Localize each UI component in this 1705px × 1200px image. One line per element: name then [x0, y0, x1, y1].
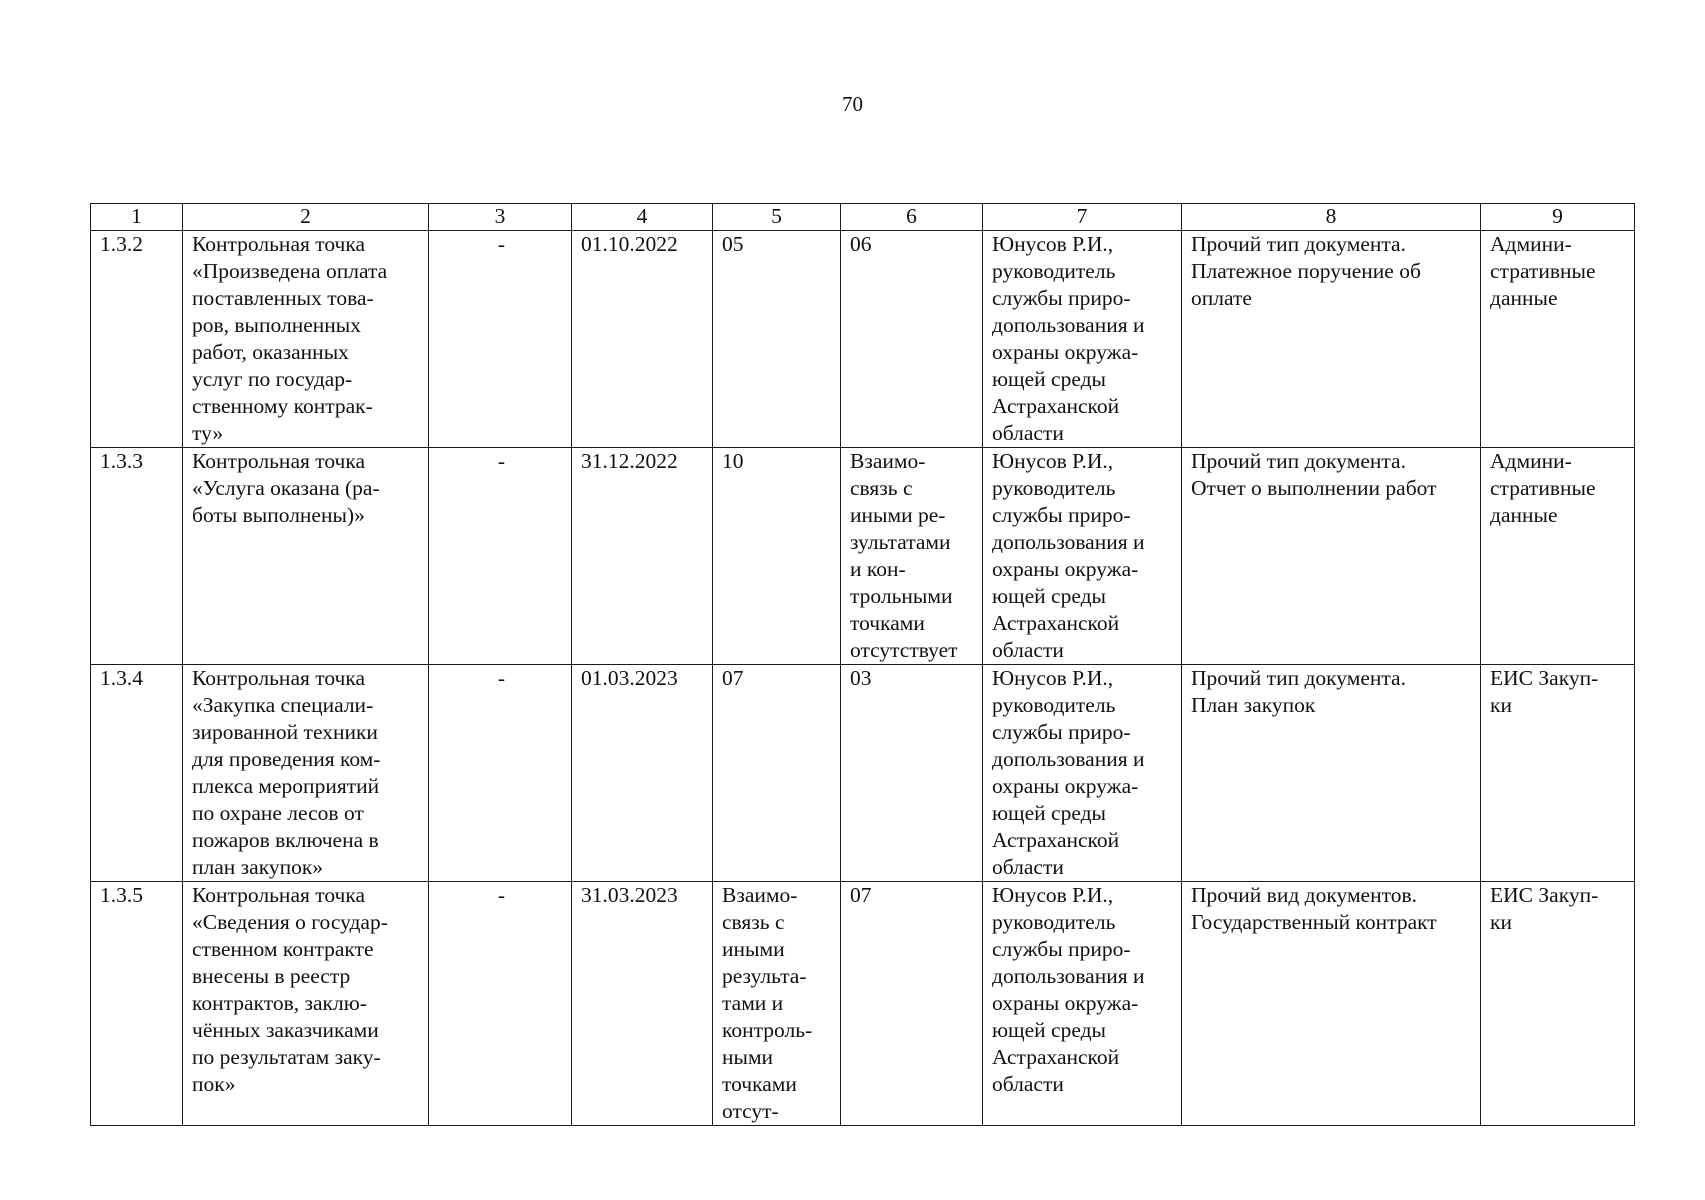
- information-source: ЕИС Закуп- ки: [1481, 882, 1635, 1126]
- deadline-date: 31.03.2023: [572, 882, 713, 1126]
- column-3-value: -: [429, 882, 572, 1126]
- responsible-person: Юнусов Р.И., руководитель службы приро- допользования и охраны окружа- ющей среды Астраханской области: [983, 231, 1182, 448]
- column-header: 8: [1182, 204, 1481, 231]
- control-point-name: Контрольная точка «Закупка специали- зированной техники для проведения ком- плекса мероприятий по охране лесов от пожаров включена в план закупок»: [183, 665, 429, 882]
- column-header: 2: [183, 204, 429, 231]
- column-3-value: -: [429, 665, 572, 882]
- control-points-table: [90, 203, 1635, 1126]
- deadline-date: 01.10.2022: [572, 231, 713, 448]
- responsible-person: Юнусов Р.И., руководитель службы приро- допользования и охраны окружа- ющей среды Астраханской области: [983, 882, 1182, 1126]
- column-3-value: -: [429, 448, 572, 665]
- column-5-value: 07: [713, 665, 841, 882]
- column-header: 5: [713, 204, 841, 231]
- document-type: Прочий тип документа. Отчет о выполнении работ: [1182, 448, 1481, 665]
- header-row: [91, 204, 1635, 231]
- responsible-person: Юнусов Р.И., руководитель службы приро- допользования и охраны окружа- ющей среды Астраханской области: [983, 665, 1182, 882]
- table-row: [91, 448, 1635, 665]
- table-row: [91, 231, 1635, 448]
- column-6-value: 03: [841, 665, 983, 882]
- column-6-value: Взаимо- связь с иными ре- зультатами и кон- трольными точками отсутствует: [841, 448, 983, 665]
- control-point-name: Контрольная точка «Услуга оказана (ра- боты выполнены)»: [183, 448, 429, 665]
- column-header: 7: [983, 204, 1182, 231]
- control-point-name: Контрольная точка «Сведения о государ- ственном контракте внесены в реестр контрактов, заклю- чённых заказчиками по результатам заку- пок»: [183, 882, 429, 1126]
- column-header: 1: [91, 204, 183, 231]
- column-header: 6: [841, 204, 983, 231]
- page-number: 70: [842, 92, 863, 116]
- column-5-value: Взаимо- связь с иными результа- тами и контроль- ными точками отсут-: [713, 882, 841, 1126]
- row-number: 1.3.4: [91, 665, 183, 882]
- column-header: 3: [429, 204, 572, 231]
- information-source: Админи- стративные данные: [1481, 448, 1635, 665]
- deadline-date: 31.12.2022: [572, 448, 713, 665]
- table-row: [91, 882, 1635, 1126]
- column-3-value: -: [429, 231, 572, 448]
- column-6-value: 07: [841, 882, 983, 1126]
- information-source: Админи- стративные данные: [1481, 231, 1635, 448]
- document-type: Прочий тип документа. План закупок: [1182, 665, 1481, 882]
- column-header: 4: [572, 204, 713, 231]
- control-point-name: Контрольная точка «Произведена оплата поставленных това- ров, выполненных работ, оказанных услуг по государ- ственному контрак- ту»: [183, 231, 429, 448]
- column-6-value: 06: [841, 231, 983, 448]
- information-source: ЕИС Закуп- ки: [1481, 665, 1635, 882]
- document-type: Прочий вид документов. Государственный контракт: [1182, 882, 1481, 1126]
- column-5-value: 10: [713, 448, 841, 665]
- column-header: 9: [1481, 204, 1635, 231]
- row-number: 1.3.3: [91, 448, 183, 665]
- table-row: [91, 665, 1635, 882]
- responsible-person: Юнусов Р.И., руководитель службы приро- допользования и охраны окружа- ющей среды Астраханской области: [983, 448, 1182, 665]
- row-number: 1.3.2: [91, 231, 183, 448]
- deadline-date: 01.03.2023: [572, 665, 713, 882]
- column-5-value: 05: [713, 231, 841, 448]
- document-type: Прочий тип документа. Платежное поручение об оплате: [1182, 231, 1481, 448]
- row-number: 1.3.5: [91, 882, 183, 1126]
